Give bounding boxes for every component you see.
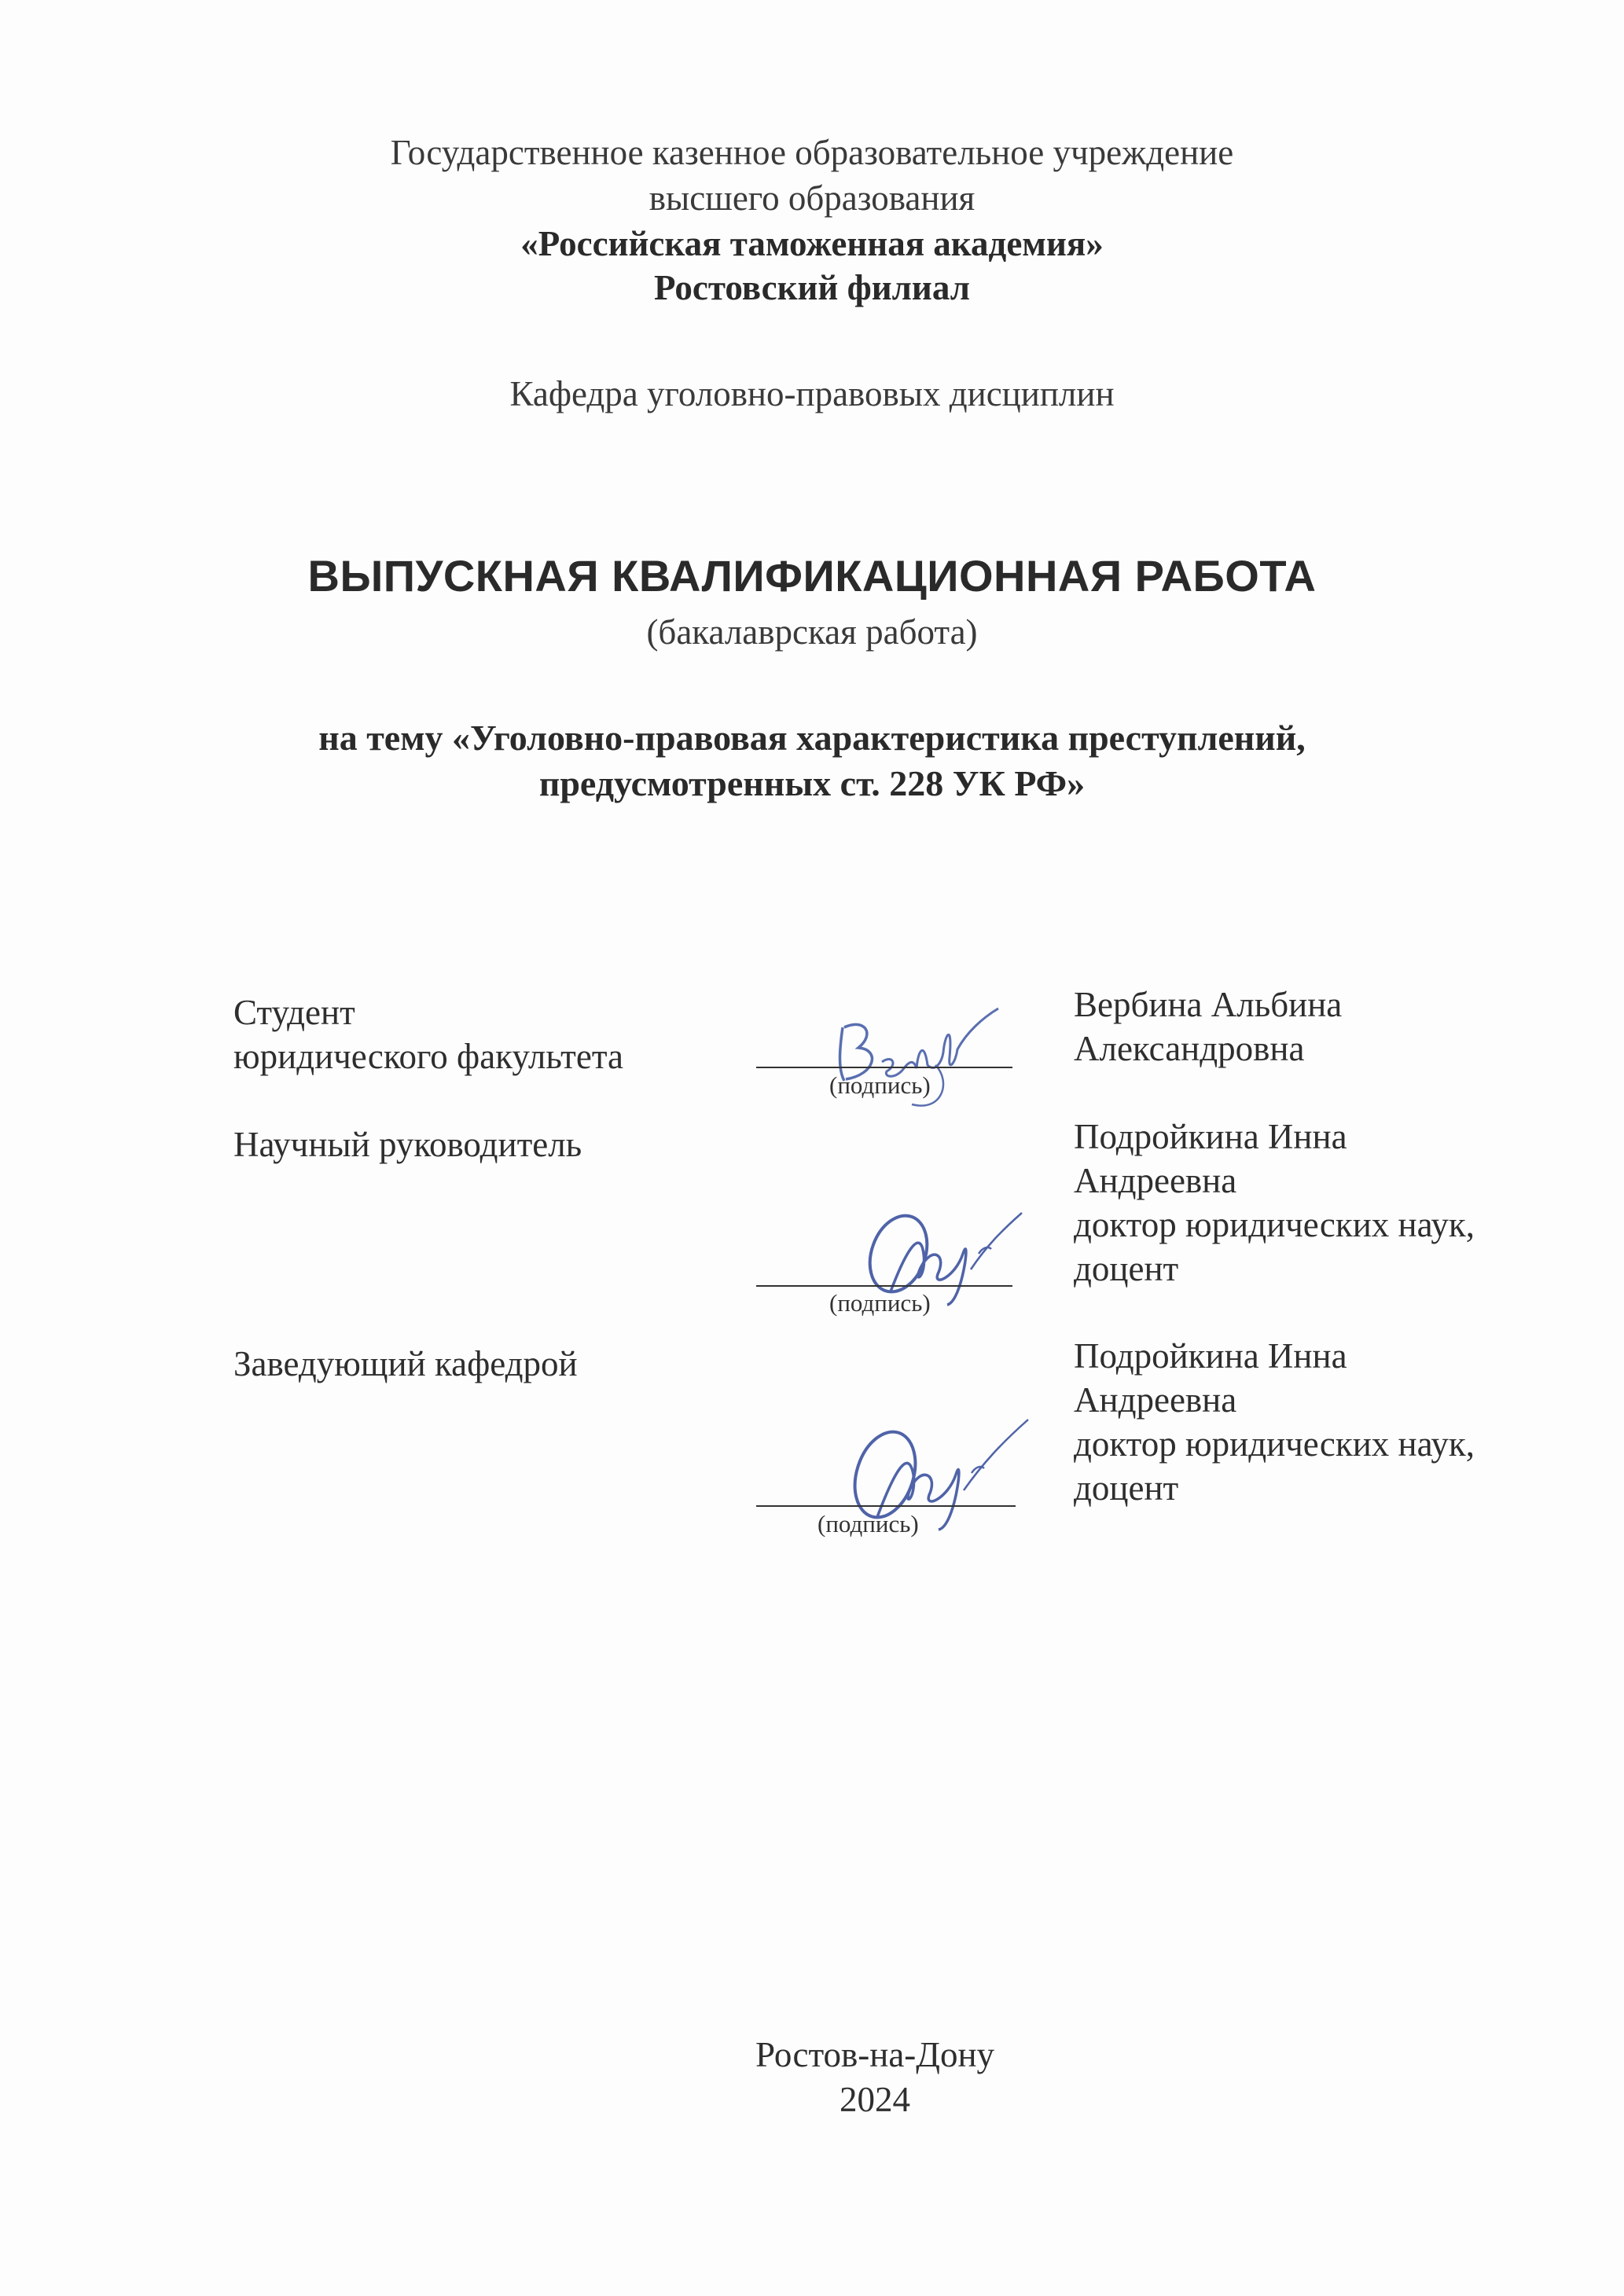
head-signature-caption: (подпись) (818, 1510, 919, 1537)
student-role-line-1: Студент (233, 993, 355, 1032)
supervisor-signature-caption: (подпись) (829, 1289, 931, 1317)
head-degree-line-1: доктор юридических наук, (1074, 1424, 1475, 1464)
student-name (1074, 983, 1342, 1071)
supervisor-name-line-2: Андреевна (1074, 1161, 1237, 1200)
head-name-line-1: Подройкина Инна (1074, 1336, 1347, 1376)
student-role (233, 990, 623, 1078)
student-name-line-2: Александровна (1074, 1029, 1305, 1068)
document-subtitle: (бакалаврская работа) (646, 612, 978, 652)
supervisor-name-line-1: Подройкина Инна (1074, 1117, 1347, 1156)
student-signature-line (756, 1067, 1012, 1068)
head-name (1074, 1334, 1475, 1510)
supervisor-signature-line (756, 1285, 1012, 1287)
head-name-line-2: Андреевна (1074, 1380, 1237, 1420)
supervisor-degree-line-2: доцент (1074, 1249, 1179, 1288)
student-signature (818, 986, 1022, 1120)
academy-name: «Российская таможенная академия» (520, 224, 1104, 263)
supervisor-role: Научный руководитель (233, 1125, 582, 1164)
student-signature-caption: (подпись) (829, 1071, 931, 1099)
head-degree-line-2: доцент (1074, 1468, 1179, 1508)
footer-year: 2024 (840, 2080, 910, 2119)
topic-line-1: на тему «Уголовно-правовая характеристика преступлений, (318, 718, 1306, 758)
branch-name: Ростовский филиал (654, 268, 970, 307)
supervisor-name (1074, 1115, 1475, 1291)
supervisor-degree-line-1: доктор юридических наук, (1074, 1205, 1475, 1244)
head-role: Заведующий кафедрой (233, 1344, 578, 1383)
footer-city: Ростов-на-Дону (755, 2035, 995, 2074)
document-title: ВЫПУСКНАЯ КВАЛИФИКАЦИОННАЯ РАБОТА (307, 551, 1317, 601)
head-signature-line (756, 1505, 1016, 1507)
institution-type: Государственное казенное образовательное учреждение (390, 133, 1234, 172)
department-name: Кафедра уголовно-правовых дисциплин (509, 374, 1115, 413)
topic-line-2: предусмотренных ст. 228 УК РФ» (538, 763, 1086, 803)
student-role-line-2: юридического факультета (233, 1037, 624, 1076)
student-name-line-1: Вербина Альбина (1074, 985, 1343, 1024)
education-level: высшего образования (648, 178, 976, 218)
